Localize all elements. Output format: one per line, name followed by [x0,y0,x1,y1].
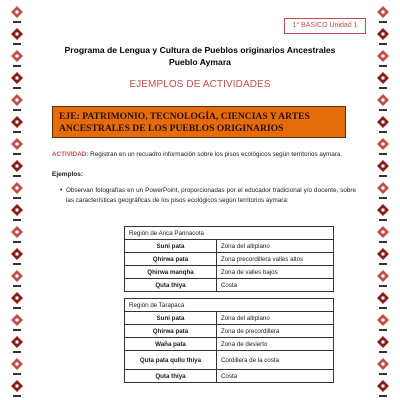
border-motif-center [16,363,19,366]
border-motif-center [16,385,19,388]
border-bar-motif [13,43,21,45]
border-bar-motif [13,241,21,243]
border-motif-center [16,209,19,212]
table-row [125,325,334,338]
zone-description: Cordillera de la costa [216,351,333,370]
border-bar-motif [379,263,387,265]
region-table-tarapaca [124,298,334,383]
border-motif-center [382,319,385,322]
border-bar-motif [379,43,387,45]
table-row [125,279,334,292]
activity-text: Registran en un recuadro información sobre los pisos ecológicos según territorios aymara. [88,151,343,158]
border-motif-center [382,121,385,124]
aymara-term: Quta thiya [125,370,217,383]
bullet-icon: • [60,187,63,194]
border-bar-motif [379,351,387,353]
example-bullet-text: Observan fotografías en un PowerPoint, proporcionadas por el educador tradicional y/o docente, sobre las características geográficas de los pisos ecológicos según territorios aymara: [66,187,356,204]
border-bar-motif [379,329,387,331]
zone-description: Zona de desierto [216,338,333,351]
border-bar-motif [13,197,21,199]
border-bar-motif [379,373,387,375]
border-bar-motif [13,21,21,23]
border-motif-center [382,33,385,36]
aymara-term: Qhirwa manqha [125,266,217,279]
aymara-term: Qhirwa pata [125,253,217,266]
border-bar-motif [13,307,21,309]
zone-description: Zona precordillera valles altos [216,253,333,266]
aymara-term: Quta thiya [125,279,217,292]
border-bar-motif [13,395,21,397]
border-motif-center [16,33,19,36]
border-bar-motif [379,219,387,221]
program-title-line1: Programa de Lengua y Cultura de Pueblos originarios Ancestrales [64,45,336,55]
zone-description: Zona del altiplano [216,240,333,253]
section-title: EJEMPLOS DE ACTIVIDADES [129,79,271,90]
zone-description: Zona del altiplano [216,312,333,325]
border-bar-motif [13,285,21,287]
decorative-border-left [10,0,24,400]
program-title [30,44,370,68]
border-motif-center [382,165,385,168]
border-motif-center [16,143,19,146]
zone-description: Costa [216,370,333,383]
region-table-arica [124,226,334,292]
aymara-term: Quta pata qullu thiya [125,351,217,370]
aymara-term: Suni pata [125,312,217,325]
border-motif-center [382,341,385,344]
border-bar-motif [379,153,387,155]
border-bar-motif [13,219,21,221]
table-row [125,370,334,383]
border-motif-center [16,253,19,256]
border-motif-center [382,143,385,146]
border-motif-center [382,231,385,234]
aymara-term: Qhirwa pata [125,325,217,338]
border-bar-motif [13,175,21,177]
border-bar-motif [379,87,387,89]
border-bar-motif [379,65,387,67]
program-title-line2: Pueblo Aymara [169,57,231,67]
table-row [125,351,334,370]
zone-description: Zona de precordillera [216,325,333,338]
border-bar-motif [13,87,21,89]
border-motif-center [382,55,385,58]
border-motif-center [16,121,19,124]
decorative-border-right [376,0,390,400]
border-motif-center [16,297,19,300]
border-motif-center [16,11,19,14]
border-bar-motif [379,285,387,287]
border-motif-center [382,11,385,14]
border-motif-center [382,209,385,212]
border-bar-motif [379,307,387,309]
border-bar-motif [379,21,387,23]
border-bar-motif [379,131,387,133]
border-bar-motif [379,395,387,397]
border-motif-center [16,275,19,278]
border-bar-motif [13,351,21,353]
border-motif-center [382,253,385,256]
border-motif-center [382,275,385,278]
border-motif-center [382,187,385,190]
activity-paragraph [52,150,352,160]
border-bar-motif [13,373,21,375]
zone-description: Zona de valles bajos [216,266,333,279]
activity-label: ACTIVIDAD: [52,151,89,158]
border-motif-center [382,99,385,102]
aymara-term: Waña pata [125,338,217,351]
border-bar-motif [13,131,21,133]
table-row [125,338,334,351]
border-bar-motif [13,65,21,67]
border-motif-center [382,363,385,366]
aymara-term: Suni pata [125,240,217,253]
table-row [125,253,334,266]
border-motif-center [382,385,385,388]
axis-heading-box: EJE: PATRIMONIO, TECNOLOGÍA, CIENCIAS Y ARTES ANCESTRALES DE LOS PUEBLOS ORIGINARIOS [52,106,346,138]
border-motif-center [16,319,19,322]
border-bar-motif [13,329,21,331]
region-name: Región de Arica Parinacota [125,227,334,240]
border-motif-center [16,99,19,102]
table-row [125,266,334,279]
region-name: Región de Tarapacá [125,299,334,312]
grade-unit-badge: 1° BÁSICO Unidad 1 [284,18,366,34]
border-bar-motif [379,241,387,243]
border-motif-center [382,297,385,300]
border-motif-center [382,77,385,80]
border-motif-center [16,231,19,234]
border-motif-center [16,55,19,58]
table-row [125,240,334,253]
border-bar-motif [13,153,21,155]
examples-label: Ejemplos: [52,171,84,178]
border-bar-motif [379,109,387,111]
border-bar-motif [379,197,387,199]
border-motif-center [16,187,19,190]
border-bar-motif [13,263,21,265]
border-bar-motif [379,175,387,177]
border-bar-motif [13,109,21,111]
border-motif-center [16,77,19,80]
border-motif-center [16,165,19,168]
zone-description: Costa [216,279,333,292]
table-row [125,312,334,325]
border-motif-center [16,341,19,344]
